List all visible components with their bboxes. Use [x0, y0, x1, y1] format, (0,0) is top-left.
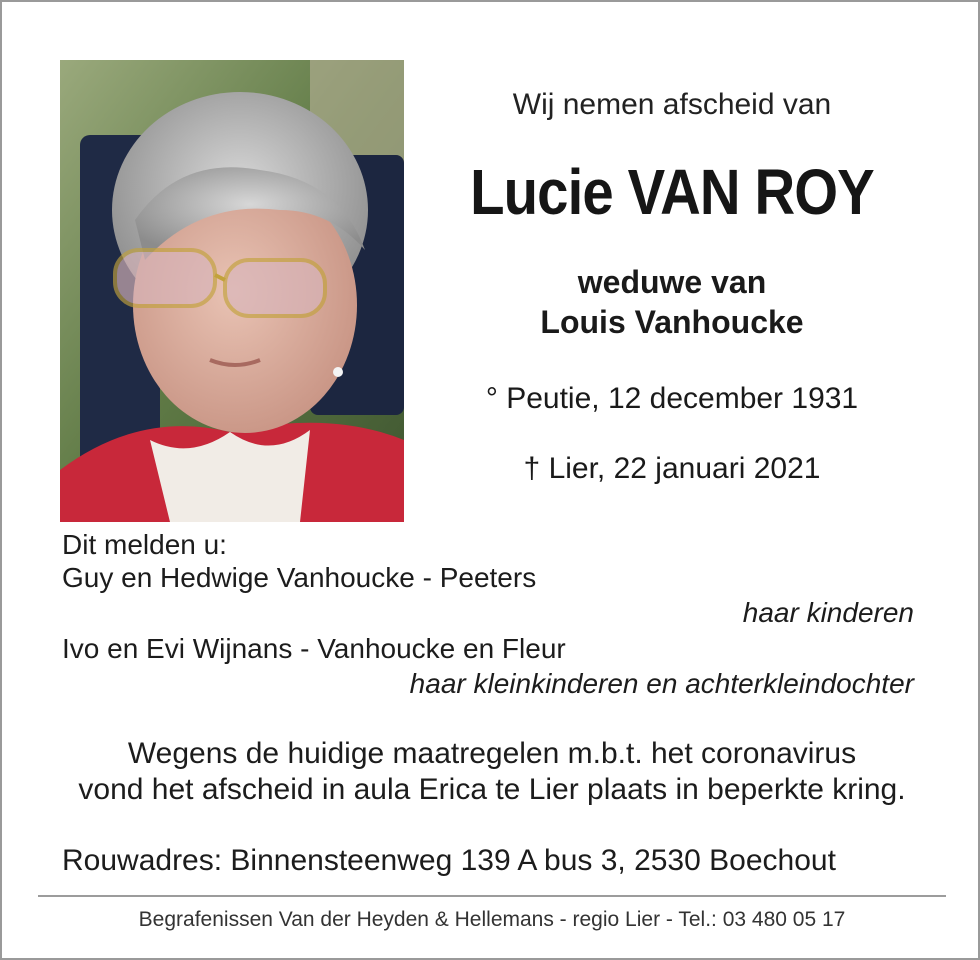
children-relation: haar kinderen — [742, 597, 914, 628]
children-names: Guy en Hedwige Vanhoucke - Peeters — [62, 562, 537, 593]
birth-info: ° Peutie, 12 december 1931 — [485, 382, 859, 415]
notice-line-1: Wegens de huidige maatregelen m.b.t. het coronavirus — [127, 737, 857, 770]
mourning-address: Rouwadres: Binnensteenweg 139 A bus 3, 2530 Boechout — [62, 844, 836, 877]
deceased-name: Lucie VAN ROY — [470, 156, 874, 228]
intro-text: Wij nemen afscheid van — [512, 88, 832, 121]
family-heading: Dit melden u: — [62, 529, 227, 560]
grandchildren-names: Ivo en Evi Wijnans - Vanhoucke en Fleur — [62, 633, 566, 664]
portrait-image — [60, 60, 404, 522]
footer-divider — [38, 895, 946, 897]
widow-label: weduwe van — [577, 264, 767, 300]
portrait-photo — [60, 60, 404, 522]
funeral-home-footer: Begrafenissen Van der Heyden & Hellemans - regio Lier - Tel.: 03 480 05 17 — [138, 908, 846, 931]
grandchildren-relation: haar kleinkinderen en achterkleindochter — [409, 668, 914, 699]
notice-line-2: vond het afscheid in aula Erica te Lier plaats in beperkte kring. — [78, 773, 906, 806]
spouse-name: Louis Vanhoucke — [540, 304, 804, 340]
death-info: † Lier, 22 januari 2021 — [523, 452, 821, 485]
